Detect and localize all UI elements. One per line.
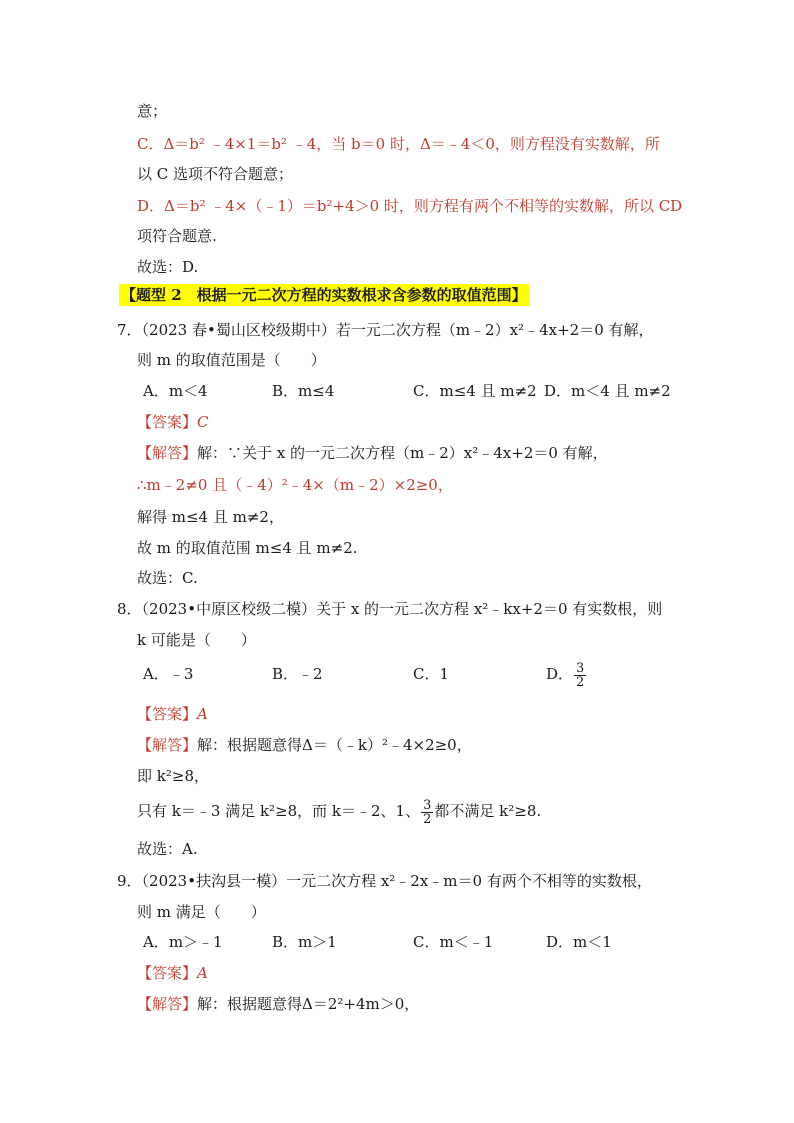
q8-stem-line2: k 可能是（ ） — [137, 631, 256, 649]
q7-option-c: C．m≤4 且 m≠2 — [413, 382, 537, 400]
solution-text: 只有 k＝﹣3 满足 k²≥8，而 k＝﹣2、1、 — [137, 802, 421, 820]
section-banner: 【题型 2 根据一元二次方程的实数根求含参数的取值范围】 — [121, 286, 527, 304]
q7-solution-line3: 解得 m≤4 且 m≠2， — [137, 508, 284, 526]
q7-option-d: D．m＜4 且 m≠2 — [544, 382, 671, 400]
solution-text: 解：根据题意得Δ＝（﹣k）²﹣4×2≥0， — [197, 736, 472, 754]
solution-d-line2: 项符合题意. — [137, 227, 217, 245]
fraction — [574, 662, 586, 689]
q7-option-b: B．m≤4 — [272, 382, 335, 400]
q8-solution-line3 — [137, 793, 541, 829]
q9-option-b: B．m＞1 — [272, 933, 337, 951]
q7-solution-line2: ∴m﹣2≠0 且（﹣4）²﹣4×（m﹣2）×2≥0， — [137, 476, 453, 494]
q7-stem-line1: 7．（2023 春•蜀山区校级期中）若一元二次方程（m﹣2）x²﹣4x+2＝0 有解， — [117, 321, 654, 339]
answer-value: A — [197, 964, 208, 982]
solution-d-line1: D．Δ＝b² ﹣4×（﹣1）＝b²+4＞0 时，则方程有两个不相等的实数解，所以 CD — [137, 197, 683, 215]
solution-tag: 【解答】 — [137, 736, 198, 754]
q9-option-a: A．m＞﹣1 — [143, 933, 223, 951]
q9-solution-line1 — [137, 994, 419, 1014]
answer-tag: 【答案】 — [137, 964, 198, 982]
fraction-denominator: 2 — [576, 674, 585, 690]
solution-text: 都不满足 k²≥8. — [434, 802, 542, 820]
q7-stem-line2: 则 m 的取值范围是（ ） — [137, 351, 326, 369]
q8-option-c: C．1 — [413, 665, 450, 683]
q8-option-b: B．﹣2 — [272, 665, 323, 683]
answer-value: C — [197, 413, 209, 431]
q8-stem-line1: 8．（2023•中原区校级二模）关于 x 的一元二次方程 x²﹣kx+2＝0 有实数根，则 — [117, 600, 663, 618]
text-line: 意； — [137, 102, 168, 120]
fraction-numerator: 3 — [423, 797, 432, 813]
option-d-label: D． — [546, 665, 574, 683]
q8-option-a: A．﹣3 — [143, 665, 194, 683]
solution-tag: 【解答】 — [137, 444, 198, 462]
q9-answer — [137, 963, 208, 983]
fraction-numerator: 3 — [576, 660, 585, 676]
q7-solution-line4: 故 m 的取值范围 m≤4 且 m≠2. — [137, 539, 358, 557]
solution-c-line2: 以 C 选项不符合题意； — [137, 165, 294, 183]
q7-answer — [137, 412, 209, 432]
answer-value: A — [197, 705, 208, 723]
q9-stem-line1: 9．（2023•扶沟县一模）一元二次方程 x²﹣2x﹣m＝0 有两个不相等的实数根， — [117, 872, 652, 890]
solution-tag: 【解答】 — [137, 995, 198, 1013]
q7-solution-line5: 故选：C. — [137, 569, 198, 587]
q9-option-d: D．m＜1 — [546, 933, 612, 951]
q8-solution-line1 — [137, 735, 472, 755]
fraction — [421, 799, 433, 826]
q7-option-a: A．m＜4 — [143, 382, 208, 400]
answer-tag: 【答案】 — [137, 413, 198, 431]
q8-solution-line4: 故选：A. — [137, 840, 198, 858]
q9-option-c: C．m＜﹣1 — [413, 933, 494, 951]
solution-text: 解：∵关于 x 的一元二次方程（m﹣2）x²﹣4x+2＝0 有解， — [197, 444, 608, 462]
q8-option-d — [546, 656, 587, 692]
q8-answer — [137, 704, 208, 724]
q7-solution-line1 — [137, 443, 608, 463]
answer-tag: 【答案】 — [137, 705, 198, 723]
fraction-denominator: 2 — [423, 811, 432, 827]
choose-line: 故选：D. — [137, 258, 199, 276]
q8-solution-line2: 即 k²≥8， — [137, 767, 209, 785]
solution-text: 解：根据题意得Δ＝2²+4m＞0， — [197, 995, 420, 1013]
q9-stem-line2: 则 m 满足（ ） — [137, 903, 266, 921]
solution-c-line1: C．Δ＝b² ﹣4×1＝b² ﹣4，当 b＝0 时，Δ＝﹣4＜0，则方程没有实数解，所 — [137, 135, 660, 153]
